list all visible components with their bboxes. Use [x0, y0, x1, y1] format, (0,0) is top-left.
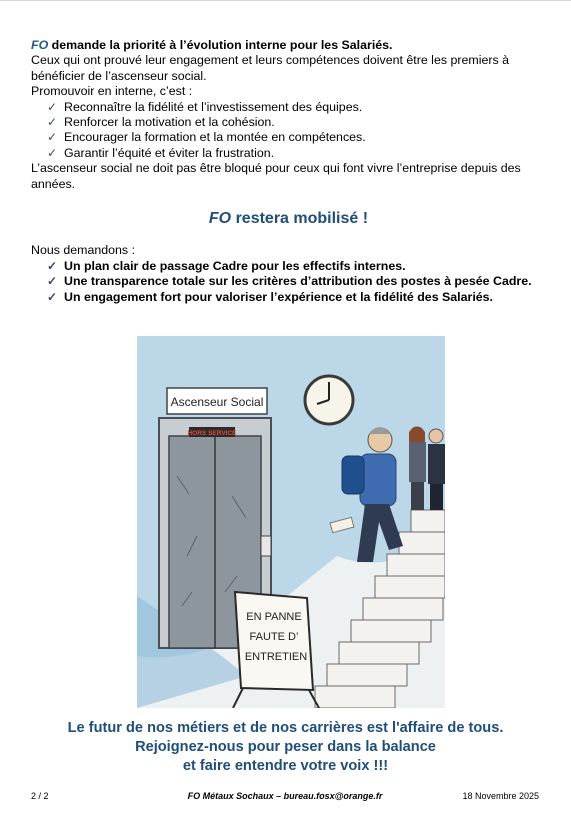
mobilise-text: restera mobilisé ! [231, 210, 369, 228]
check-icon: ✓ [47, 130, 58, 145]
closing-line-3: et faire entendre votre voix !!! [182, 758, 389, 774]
list-item-text: Reconnaître la fidélité et l’investissement des équipes. [64, 99, 363, 114]
check-icon: ✓ [47, 258, 58, 273]
fo-label: FO [31, 38, 49, 52]
panne-line-3: ENTRETIEN [244, 651, 308, 663]
heading-text: demande la priorité à l’évolution interne pour les Salariés. [48, 38, 393, 52]
check-icon: ✓ [47, 115, 58, 130]
list-item-text: Un engagement fort pour valoriser l’expérience et la fidélité des Salariés. [64, 289, 494, 304]
call-button [261, 536, 271, 556]
page-top-border [0, 0, 571, 5]
panne-line-1: EN PANNE [246, 611, 302, 623]
fo-label: FO [208, 210, 232, 228]
intro-heading [31, 38, 546, 53]
demands-list [31, 259, 546, 305]
list-item-text: Un plan clair de passage Cadre pour les effectifs internes. [64, 258, 406, 273]
list-item-text: Renforcer la motivation et la cohésion. [64, 115, 275, 130]
list-item-text: Garantir l’équité et éviter la frustration. [64, 145, 275, 160]
closing-line-2: Rejoignez-nous pour peser dans la balance [135, 739, 436, 755]
check-icon: ✓ [47, 274, 58, 289]
list-item-text: Encourager la formation et la montée en compétences. [64, 130, 366, 145]
list-item [47, 274, 546, 289]
document-body [31, 38, 546, 305]
intro-paragraph-3: L’ascenseur social ne doit pas être bloqué pour ceux qui font vivre l’entreprise depuis des années. [31, 161, 521, 191]
footer-contact: FO Métaux Sochaux – bureau.fosx@orange.fr [187, 791, 383, 801]
elevator-stairs-illustration [137, 336, 445, 708]
hors-service-text: HORS SERVICE [187, 430, 237, 437]
promotion-list [31, 100, 546, 162]
panne-line-2: FAUTE D’ [249, 631, 299, 643]
list-item [47, 259, 546, 274]
list-item [47, 146, 546, 161]
mobilise-heading [31, 211, 546, 226]
backpack [342, 456, 364, 494]
page-number: 2 / 2 [31, 791, 49, 801]
check-icon: ✓ [47, 99, 58, 114]
check-icon: ✓ [47, 145, 58, 160]
intro-paragraph-2: Promouvoir en interne, c’est : [31, 84, 193, 99]
list-item [47, 100, 546, 115]
list-item-text: Une transparence totale sur les critères d’attribution des postes à pesée Cadre. [64, 274, 532, 289]
list-item [47, 290, 546, 305]
check-icon: ✓ [47, 289, 58, 304]
list-item [47, 130, 546, 145]
footer-date: 18 Novembre 2025 [462, 791, 539, 801]
list-item [47, 115, 546, 130]
elevator-sign-text: Ascenseur Social [170, 395, 264, 409]
closing-message [0, 719, 571, 776]
intro-paragraph-1: Ceux qui ont prouvé leur engagement et leurs compétences doivent être les premiers à bénéficier de l’ascenseur social. [31, 53, 509, 83]
demands-lead: Nous demandons : [31, 243, 136, 258]
closing-line-1: Le futur de nos métiers et de nos carrières est l'affaire de tous. [67, 720, 504, 736]
